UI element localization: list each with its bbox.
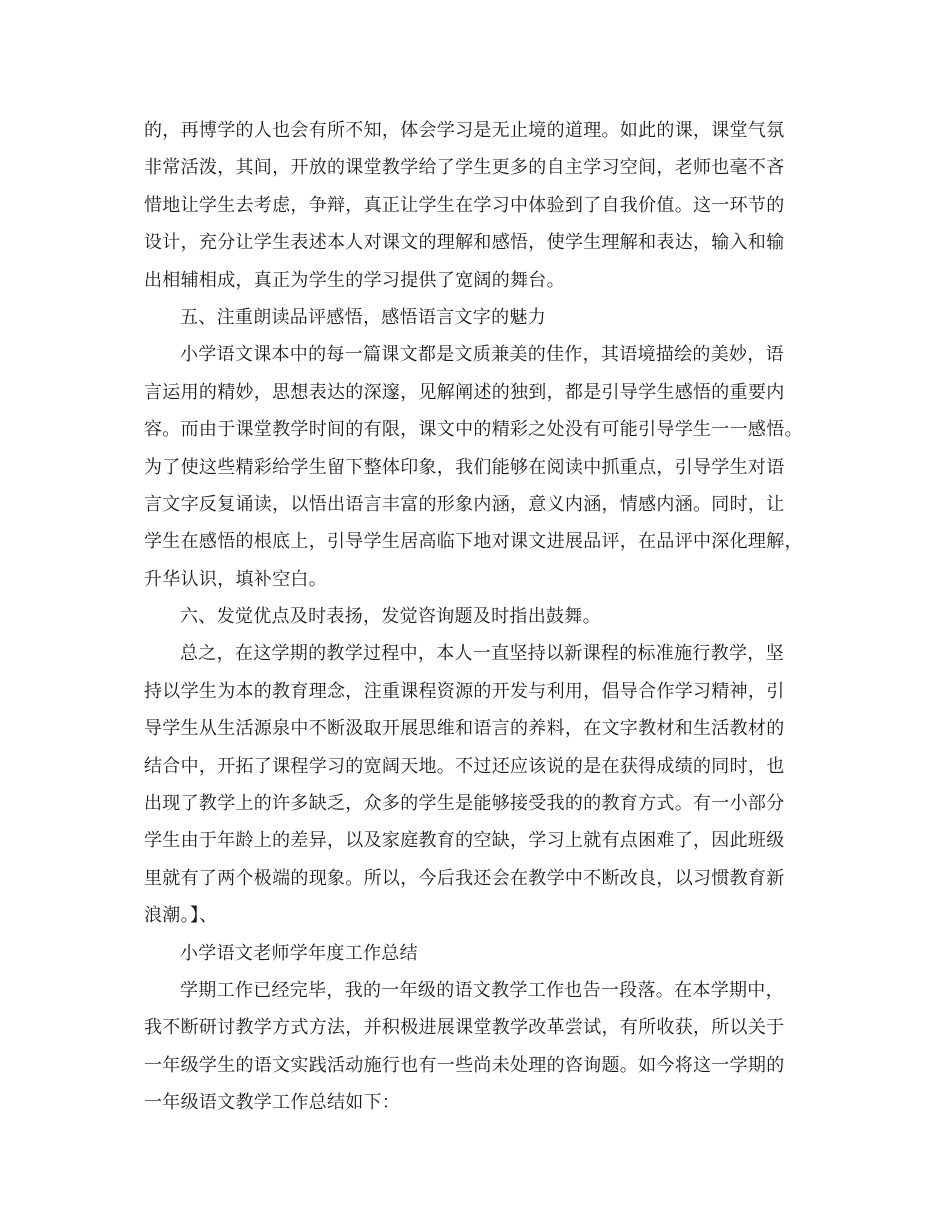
text-line: 一年级语文教学工作总结如下： — [144, 1092, 401, 1114]
text-line: 我不断研讨教学方式方法，并积极进展课堂教学改革尝试，有所收获，所以关于 — [144, 1017, 785, 1039]
text-line: 升华认识，填补空白。 — [144, 568, 327, 590]
text-line: 结合中，开拓了课程学习的宽阔天地。不过还应该说的是在获得成绩的同时，也 — [144, 755, 785, 777]
text-line: 惜地让学生去考虑，争辩，真正让学生在学习中体验到了自我价值。这一环节的 — [144, 194, 785, 216]
text-line: 导学生从生活源泉中不断汲取开展思维和语言的养料，在文字教材和生活教材的 — [144, 718, 785, 740]
document-subtitle: 小学语文老师学年度工作总结 — [180, 942, 418, 964]
text-line: 浪潮。】、 — [144, 905, 218, 927]
section-heading: 五、注重朗读品评感悟，感悟语言文字的魅力 — [180, 306, 546, 328]
text-line: 里就有了两个极端的现象。所以，今后我还会在教学中不断改良，以习惯教育新 — [144, 867, 785, 889]
section-heading: 六、发觉优点及时表扬，发觉咨询题及时指出鼓舞。 — [180, 606, 601, 628]
text-line: 持以学生为本的教育理念，注重课程资源的开发与利用，倡导合作学习精神，引 — [144, 680, 785, 702]
text-line: 容。而由于课堂教学时间的有限，课文中的精彩之处没有可能引导学生一一感悟。 — [144, 419, 803, 441]
text-line: 出相辅相成，真正为学生的学习提供了宽阔的舞台。 — [144, 269, 565, 291]
text-line: 一年级学生的语文实践活动施行也有一些尚未处理的咨询题。如今将这一学期的 — [144, 1054, 785, 1076]
text-line: 学期工作已经完毕，我的一年级的语文教学工作也告一段落。在本学期中， — [180, 979, 784, 1001]
text-line: 小学语文课本中的每一篇课文都是文质兼美的佳作，其语境描绘的美妙，语 — [180, 344, 784, 366]
text-line: 非常活泼，其间，开放的课堂教学给了学生更多的自主学习空间，老师也毫不吝 — [144, 157, 785, 179]
text-line: 言运用的精妙，思想表达的深邃，见解阐述的独到，都是引导学生感悟的重要内 — [144, 381, 785, 403]
text-line: 为了使这些精彩给学生留下整体印象，我们能够在阅读中抓重点，引导学生对语 — [144, 456, 785, 478]
text-line: 设计，充分让学生表述本人对课文的理解和感悟，使学生理解和表达，输入和输 — [144, 232, 785, 254]
text-line: 的，再博学的人也会有所不知，体会学习是无止境的道理。如此的课，课堂气氛 — [144, 120, 785, 141]
text-line: 学生由于年龄上的差异，以及家庭教育的空缺，学习上就有点困难了，因此班级 — [144, 830, 785, 852]
document-body — [144, 112, 812, 1122]
text-line: 出现了教学上的许多缺乏，众多的学生是能够接受我的的教育方式。有一小部分 — [144, 793, 785, 815]
text-line: 总之，在这学期的教学过程中，本人一直坚持以新课程的标准施行教学，坚 — [180, 643, 784, 665]
text-line: 学生在感悟的根底上，引导学生居高临下地对课文进展品评，在品评中深化理解， — [144, 531, 803, 553]
text-line: 言文字反复诵读，以悟出语言丰富的形象内涵，意义内涵，情感内涵。同时，让 — [144, 493, 785, 515]
